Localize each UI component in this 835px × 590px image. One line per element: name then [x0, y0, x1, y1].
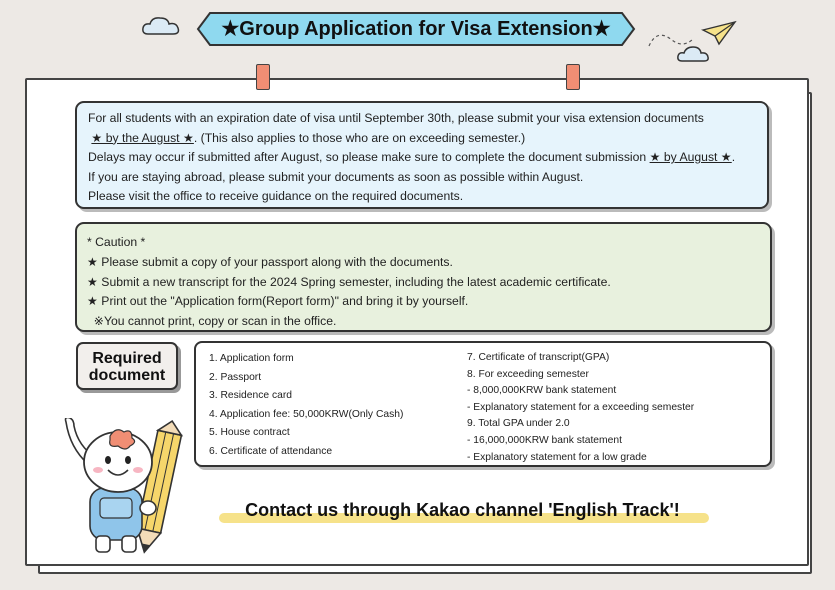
- document-list-right: [467, 350, 694, 466]
- notice-line: [88, 129, 757, 149]
- list-item: 1. Application form: [209, 353, 294, 364]
- list-item: 2. Passport: [209, 371, 262, 383]
- title-banner: [196, 12, 636, 46]
- caution-item: ★ Please submit a copy of your passport along with the documents.: [87, 254, 453, 269]
- contact-text: Contact us through Kakao channel 'English Track'!: [245, 500, 680, 520]
- list-item: 6. Certificate of attendance: [209, 445, 333, 457]
- notice-text: Delays may occur if submitted after August, so please make sure to complete the document submission: [88, 150, 650, 165]
- list-item: - 16,000,000KRW bank statement: [467, 434, 622, 446]
- list-item: - 8,000,000KRW bank statement: [467, 385, 617, 397]
- contact-banner: [205, 496, 720, 526]
- paper-plane-icon: [647, 18, 747, 58]
- list-item: - Explanatory statement for a exceeding semester: [467, 401, 695, 413]
- paper-clip: [566, 64, 580, 90]
- label-line: Required: [92, 350, 162, 367]
- notice-line: Please visit the office to receive guidance on the required documents.: [88, 189, 464, 204]
- document-list-left: [209, 350, 403, 462]
- caution-item: ★ Print out the "Application form(Report form)" and bring it by yourself.: [87, 294, 469, 309]
- required-document-label: [76, 342, 178, 390]
- list-item: - Explanatory statement for a low grade: [467, 451, 647, 463]
- document-list-box: [194, 341, 772, 467]
- paper-clip: [256, 64, 270, 90]
- list-item: 8. For exceeding semester: [467, 368, 589, 380]
- mascot-illustration: [60, 418, 190, 558]
- page-title: ★Group Application for Visa Extension★: [221, 18, 611, 40]
- cloud-icon: [140, 14, 182, 38]
- list-item: 9. Total GPA under 2.0: [467, 418, 570, 430]
- deadline-emphasis: ★ by the August ★: [91, 130, 194, 145]
- list-item: 5. House contract: [209, 427, 290, 439]
- list-item: 7. Certificate of transcript(GPA): [467, 352, 610, 363]
- caution-box: [75, 222, 772, 332]
- notice-line: [88, 148, 757, 168]
- deadline-emphasis: ★ by August ★: [649, 150, 732, 165]
- notice-text: .: [731, 150, 736, 165]
- caution-item: ★ Submit a new transcript for the 2024 Spring semester, including the latest academic certificate.: [87, 274, 611, 289]
- label-line: document: [88, 367, 166, 384]
- notice-line: If you are staying abroad, please submit your documents as soon as possible within August.: [88, 169, 584, 184]
- caution-item: ※You cannot print, copy or scan in the office.: [87, 314, 337, 329]
- list-item: 4. Application fee: 50,000KRW(Only Cash): [209, 408, 404, 420]
- notice-box: [75, 101, 769, 209]
- notice-text: . (This also applies to those who are on exceeding semester.): [193, 130, 526, 145]
- caution-heading: * Caution *: [87, 235, 146, 249]
- list-item: 3. Residence card: [209, 390, 292, 402]
- notice-line: For all students with an expiration date of visa until September 30th, please submit your visa extension documents: [88, 111, 704, 125]
